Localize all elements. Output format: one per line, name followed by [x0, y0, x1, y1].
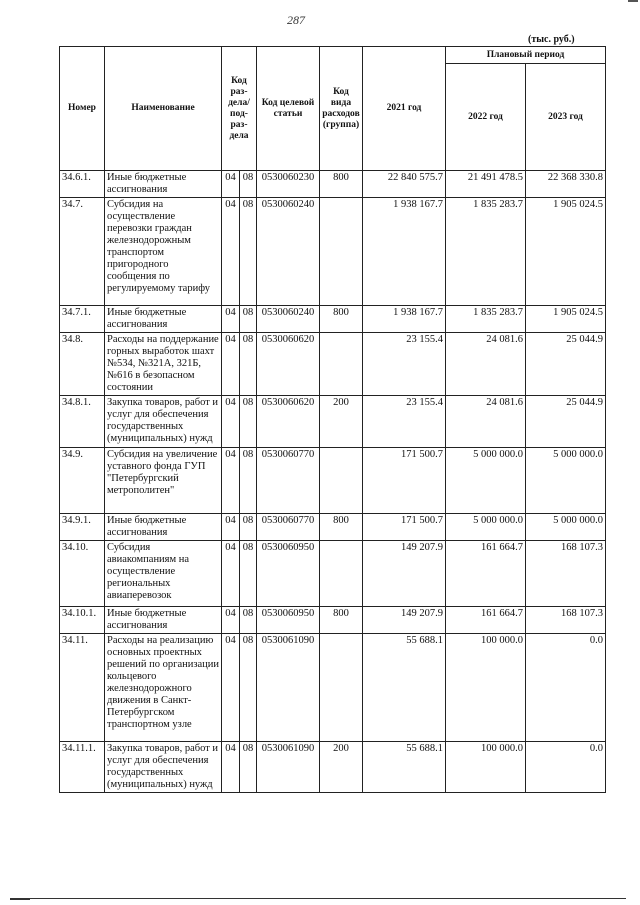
- row-razdel: 04: [222, 514, 240, 541]
- table-row: [60, 171, 606, 198]
- table-row: [60, 514, 606, 541]
- row-podrazdel: 08: [240, 171, 257, 198]
- table-row: [60, 607, 606, 634]
- row-razdel: 04: [222, 607, 240, 634]
- row-podrazdel: 08: [240, 448, 257, 514]
- row-amount-2022: 161 664.7: [446, 541, 526, 607]
- row-number: 34.11.: [60, 634, 105, 742]
- row-podrazdel: 08: [240, 541, 257, 607]
- table-row: [60, 541, 606, 607]
- row-amount-2023: 0.0: [526, 742, 606, 793]
- row-name: Расходы на поддержание горных выработок шахт №534, №321А, 321Б, №616 в безопасном состоянии: [105, 333, 222, 396]
- header-2023: 2023 год: [526, 64, 606, 171]
- row-amount-2021: 171 500.7: [363, 448, 446, 514]
- row-number: 34.11.1.: [60, 742, 105, 793]
- row-amount-2022: 24 081.6: [446, 396, 526, 448]
- row-amount-2021: 171 500.7: [363, 514, 446, 541]
- row-name: Иные бюджетные ассигнования: [105, 171, 222, 198]
- row-number: 34.7.1.: [60, 306, 105, 333]
- row-amount-2021: 23 155.4: [363, 333, 446, 396]
- header-target: Код целевой статьи: [257, 47, 320, 171]
- row-razdel: 04: [222, 448, 240, 514]
- header-number: Номер: [60, 47, 105, 171]
- row-podrazdel: 08: [240, 306, 257, 333]
- row-expense-type: 200: [320, 742, 363, 793]
- header-2022: 2022 год: [446, 64, 526, 171]
- table-row: [60, 333, 606, 396]
- row-expense-type: 800: [320, 607, 363, 634]
- row-number: 34.9.: [60, 448, 105, 514]
- row-razdel: 04: [222, 396, 240, 448]
- row-target-code: 0530060950: [257, 541, 320, 607]
- table-row: [60, 198, 606, 306]
- row-expense-type: [320, 541, 363, 607]
- row-amount-2021: 1 938 167.7: [363, 306, 446, 333]
- row-amount-2022: 161 664.7: [446, 607, 526, 634]
- table-row: [60, 396, 606, 448]
- row-number: 34.8.1.: [60, 396, 105, 448]
- row-name: Закупка товаров, работ и услуг для обеспечения государственных (муниципальных) нужд: [105, 742, 222, 793]
- row-amount-2022: 100 000.0: [446, 742, 526, 793]
- row-amount-2021: 22 840 575.7: [363, 171, 446, 198]
- row-number: 34.6.1.: [60, 171, 105, 198]
- row-name: Иные бюджетные ассигнования: [105, 514, 222, 541]
- row-expense-type: [320, 634, 363, 742]
- row-target-code: 0530060770: [257, 448, 320, 514]
- header-razdel: Код раз-дела/ под-раз-дела: [222, 47, 257, 171]
- row-podrazdel: 08: [240, 607, 257, 634]
- row-amount-2023: 168 107.3: [526, 541, 606, 607]
- row-number: 34.8.: [60, 333, 105, 396]
- row-razdel: 04: [222, 198, 240, 306]
- row-amount-2022: 5 000 000.0: [446, 448, 526, 514]
- row-target-code: 0530060620: [257, 333, 320, 396]
- table-row: [60, 448, 606, 514]
- table-body: [60, 171, 606, 793]
- table-row: [60, 306, 606, 333]
- row-expense-type: 800: [320, 171, 363, 198]
- row-name: Иные бюджетные ассигнования: [105, 306, 222, 333]
- row-name: Субсидия на осуществление перевозки граждан железнодорожным транспортом пригородного сообщения по регулируемому тарифу: [105, 198, 222, 306]
- row-target-code: 0530060950: [257, 607, 320, 634]
- row-name: Иные бюджетные ассигнования: [105, 607, 222, 634]
- row-amount-2023: 168 107.3: [526, 607, 606, 634]
- row-name: Расходы на реализацию основных проектных решений по организации кольцевого железнодорожного движения в Санкт-Петербургском транспортном узле: [105, 634, 222, 742]
- scan-corner-mark: [628, 0, 638, 2]
- row-expense-type: [320, 448, 363, 514]
- row-expense-type: [320, 333, 363, 396]
- row-podrazdel: 08: [240, 514, 257, 541]
- row-podrazdel: 08: [240, 396, 257, 448]
- row-number: 34.10.1.: [60, 607, 105, 634]
- row-podrazdel: 08: [240, 333, 257, 396]
- row-target-code: 0530060620: [257, 396, 320, 448]
- row-target-code: 0530060770: [257, 514, 320, 541]
- row-amount-2023: 25 044.9: [526, 333, 606, 396]
- row-podrazdel: 08: [240, 742, 257, 793]
- row-amount-2022: 5 000 000.0: [446, 514, 526, 541]
- units-label: (тыс. руб.): [528, 34, 575, 45]
- row-name: Закупка товаров, работ и услуг для обеспечения государственных (муниципальных) нужд: [105, 396, 222, 448]
- row-target-code: 0530060240: [257, 198, 320, 306]
- row-expense-type: [320, 198, 363, 306]
- row-razdel: 04: [222, 333, 240, 396]
- page-number: 287: [287, 13, 305, 27]
- header-name: Наименование: [105, 47, 222, 171]
- row-expense-type: 800: [320, 514, 363, 541]
- row-number: 34.10.: [60, 541, 105, 607]
- row-razdel: 04: [222, 306, 240, 333]
- row-target-code: 0530060230: [257, 171, 320, 198]
- row-razdel: 04: [222, 742, 240, 793]
- row-amount-2023: 25 044.9: [526, 396, 606, 448]
- row-amount-2022: 1 835 283.7: [446, 306, 526, 333]
- row-amount-2023: 22 368 330.8: [526, 171, 606, 198]
- table-row: [60, 742, 606, 793]
- table-row: [60, 634, 606, 742]
- header-planned-period: Плановый период: [446, 47, 606, 64]
- row-name: Субсидия авиакомпаниям на осуществление региональных авиаперевозок: [105, 541, 222, 607]
- row-number: 34.9.1.: [60, 514, 105, 541]
- row-number: 34.7.: [60, 198, 105, 306]
- row-amount-2023: 0.0: [526, 634, 606, 742]
- header-expense-type: Код вида расходов (группа): [320, 47, 363, 171]
- row-amount-2022: 24 081.6: [446, 333, 526, 396]
- row-amount-2023: 5 000 000.0: [526, 448, 606, 514]
- row-expense-type: 800: [320, 306, 363, 333]
- row-target-code: 0530061090: [257, 634, 320, 742]
- table-header: [60, 47, 606, 171]
- row-amount-2022: 100 000.0: [446, 634, 526, 742]
- row-razdel: 04: [222, 171, 240, 198]
- row-amount-2021: 1 938 167.7: [363, 198, 446, 306]
- row-amount-2021: 55 688.1: [363, 742, 446, 793]
- row-amount-2021: 149 207.9: [363, 607, 446, 634]
- row-amount-2022: 21 491 478.5: [446, 171, 526, 198]
- row-podrazdel: 08: [240, 198, 257, 306]
- row-target-code: 0530060240: [257, 306, 320, 333]
- row-amount-2021: 23 155.4: [363, 396, 446, 448]
- row-amount-2022: 1 835 283.7: [446, 198, 526, 306]
- row-amount-2023: 5 000 000.0: [526, 514, 606, 541]
- row-amount-2023: 1 905 024.5: [526, 306, 606, 333]
- header-2021: 2021 год: [363, 47, 446, 171]
- row-amount-2021: 149 207.9: [363, 541, 446, 607]
- row-amount-2023: 1 905 024.5: [526, 198, 606, 306]
- row-name: Субсидия на увеличение уставного фонда ГУП "Петербургский метрополитен": [105, 448, 222, 514]
- row-razdel: 04: [222, 634, 240, 742]
- row-podrazdel: 08: [240, 634, 257, 742]
- row-razdel: 04: [222, 541, 240, 607]
- page-bottom-rule: [14, 898, 626, 899]
- row-expense-type: 200: [320, 396, 363, 448]
- row-target-code: 0530061090: [257, 742, 320, 793]
- row-amount-2021: 55 688.1: [363, 634, 446, 742]
- budget-table: [59, 46, 606, 793]
